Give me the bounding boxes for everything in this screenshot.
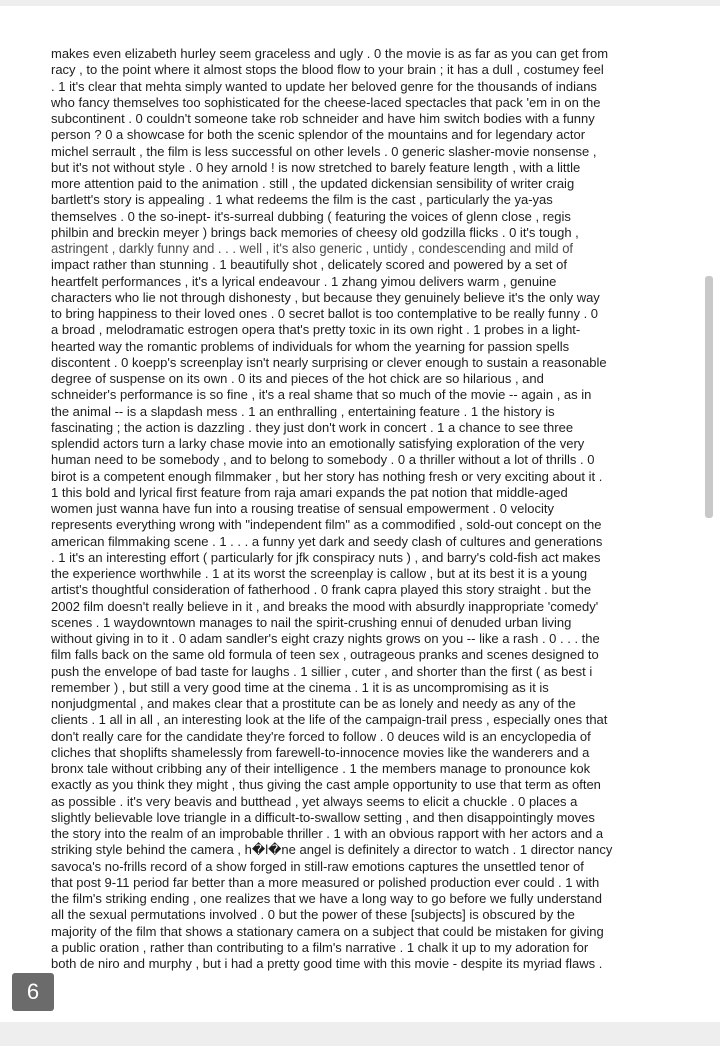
text-line: themselves . 0 the so-inept- it's-surreal dubbing ( featuring the voices of glenn close , regis [51, 208, 571, 224]
text-line: impact rather than stunning . 1 beautifully shot , delicately scored and powered by a set of [51, 257, 567, 273]
scrollbar-thumb[interactable] [705, 276, 713, 518]
text-line: women just wanna have fun into a rousing treatise of sensual empowerment . 0 velocity [51, 501, 554, 516]
text-line: the film's striking ending , one realizes that we have a long way to go before we fully understand [51, 891, 602, 906]
text-line: characters who lie not through dishonesty , but because they genuinely believe it's the only way [51, 289, 600, 305]
document-page [0, 6, 720, 1022]
text-line: . 1 it's clear that mehta simply wanted to update her beloved genre for the thousands of indians [51, 78, 597, 94]
text-line: the story into the realm of an improbable thriller . 1 with an obvious rapport with her actors and a [51, 826, 604, 841]
text-line: clients . 1 all in all , an interesting look at the life of the campaign-trail press , especially ones that [51, 712, 608, 728]
text-line: heartfelt performances , it's a lyrical endeavour . 1 zhang yimou delivers warm , genuine [51, 273, 557, 289]
text-line: astringent , darkly funny and . . . well , it's also generic , untidy , condescending and mild of [51, 240, 574, 257]
text-line: represents everything wrong with "independent film" as a commodified , sold-out concept on the [51, 517, 602, 533]
text-line: philbin and breckin meyer ) brings back memories of cheesy old godzilla flicks . 0 it's tough , [51, 224, 579, 240]
text-line: a public oration , rather than contributing to a film's narrative . 1 chalk it up to my adoration for [51, 939, 589, 955]
text-line: schneider's performance is so fine , it's a real shame that so much of the movie -- again , as in [51, 387, 592, 403]
text-line: makes even elizabeth hurley seem graceless and ugly . 0 the movie is as far as you can get from [51, 46, 609, 61]
text-line: 2002 film doesn't really believe in it , and breaks the mood with absurdly inappropriate 'comedy' [51, 598, 599, 614]
text-line: michel serrault , the film is less successful on other levels . 0 generic slasher-movie nonsense , [51, 143, 597, 159]
text-line: remember ) , but still a very good time at the cinema . 1 it is as uncompromising as it is [51, 679, 549, 695]
text-line: subcontinent . 0 couldn't someone take rob schneider and have him switch bodies with a funny [51, 111, 595, 126]
text-line: striking style behind the camera , h�l�ne angel is definitely a director to watch . 1 director nancy [51, 842, 613, 858]
text-line: without giving in to it . 0 adam sandler's eight crazy nights grows on you -- like a rash . 0 . . . the [51, 631, 600, 646]
text-line: discontent . 0 koepp's screenplay isn't nearly surprising or clever enough to sustain a reasonable [51, 354, 607, 370]
text-line: push the envelope of bad taste for laughs . 1 sillier , cuter , and shorter than the first ( as best i [51, 663, 593, 679]
text-line: . 1 it's an interesting effort ( particularly for jfk conspiracy nuts ) , and barry's cold-fish act makes [51, 549, 601, 565]
text-line: bartlett's story is appealing . 1 what redeems the film is the cast , particularly the ya-yas [51, 192, 553, 208]
text-line: don't really care for the candidate they're forced to follow . 0 deuces wild is an encyclopedia of [51, 728, 591, 744]
text-line: degree of suspense on its own . 0 its and pieces of the hot chick are so hilarious , and [51, 371, 544, 386]
text-line: as possible . it's very beavis and butthead , yet always seems to elicit a chuckle . 0 places a [51, 793, 578, 809]
text-line: both de niro and murphy , but i had a pretty good time with this movie - despite its myriad flaws . [51, 956, 603, 971]
text-line: the animal -- is a slapdash mess . 1 an enthralling , entertaining feature . 1 the history is [51, 403, 555, 419]
text-line: fascinating ; the action is dazzling . they just don't work in concert . 1 a chance to see three [51, 419, 574, 435]
text-line: cliches that shoplifts shamelessly from farewell-to-innocence movies like the wanderers and a [51, 744, 590, 760]
page-number-badge: 6 [12, 973, 54, 1011]
text-line: a broad , melodramatic estrogen opera that's pretty toxic in its own right . 1 probes in a light- [51, 322, 581, 338]
text-line: but it's not without style . 0 hey arnold ! is now stretched to barely feature length , with a little [51, 159, 581, 175]
text-line: artist's thoughtful consideration of fatherhood . 0 frank capra played this story straight . but the [51, 582, 592, 598]
text-line: american filmmaking scene . 1 . . . a funny yet dark and seedy clash of cultures and generations [51, 533, 603, 549]
text-line: nonjudgmental , and makes clear that a prostitute can be as lonely and needy as any of the [51, 696, 576, 711]
text-line: film falls back on the same old formula of teen sex , outrageous pranks and scenes designed to [51, 647, 599, 663]
text-line: savoca's no-frills record of a show forged in still-raw emotions captures the unsettled tenor of [51, 858, 584, 874]
text-line: to bring happiness to their loved ones . 0 secret ballot is too contemplative to be really funny . 0 [51, 306, 599, 321]
text-line: person ? 0 a showcase for both the scenic splendor of the mountains and for legendary actor [51, 127, 586, 143]
text-line: the experience worthwhile . 1 at its worst the screenplay is callow , but at its best it is a young [51, 566, 588, 581]
text-line: birot is a competent enough filmmaker , but her story has nothing fresh or very exciting about it . [51, 468, 603, 484]
text-line: splendid actors turn a larky chase movie into an emotionally satisfying exploration of the very [51, 436, 585, 451]
text-line: slightly believable love triangle in a difficult-to-swallow setting , and then disappointingly moves [51, 809, 595, 825]
text-line: scenes . 1 waydowntown manages to nail the spirit-crushing ennui of denuded urban living [51, 614, 572, 630]
text-line: majority of the film that shows a stationary camera on a subject that could be mistaken for giving [51, 923, 604, 939]
text-line: 1 this bold and lyrical first feature from raja amari expands the pat notion that middle-aged [51, 484, 568, 500]
text-line: more attention paid to the animation . still , the updated dickensian sensibility of writer craig [51, 176, 575, 191]
text-line: bronx tale without cribbing any of their intelligence . 1 the members manage to pronounce kok [51, 761, 591, 776]
text-line: hearted way the romantic problems of individuals for whom the yearning for passion spells [51, 338, 570, 354]
text-line: human need to be somebody , and to belong to somebody . 0 a thriller without a lot of thrills . 0 [51, 452, 595, 468]
text-line: all the sexual permutations involved . 0 but the power of these [subjects] is obscured by the [51, 907, 575, 923]
text-line: who fancy themselves too sophisticated for the cheese-laced spectacles that pack 'em in on the [51, 94, 601, 110]
text-line: racy , to the point where it almost stops the blood flow to your brain ; it has a dull , costumey feel [51, 62, 604, 78]
text-line: that post 9-11 period far better than a more measured or polished production ever could . 1 with [51, 874, 600, 890]
document-text [51, 46, 675, 972]
text-line: exactly as you think they might , thus giving the cast ample opportunity to use that term as often [51, 777, 601, 793]
